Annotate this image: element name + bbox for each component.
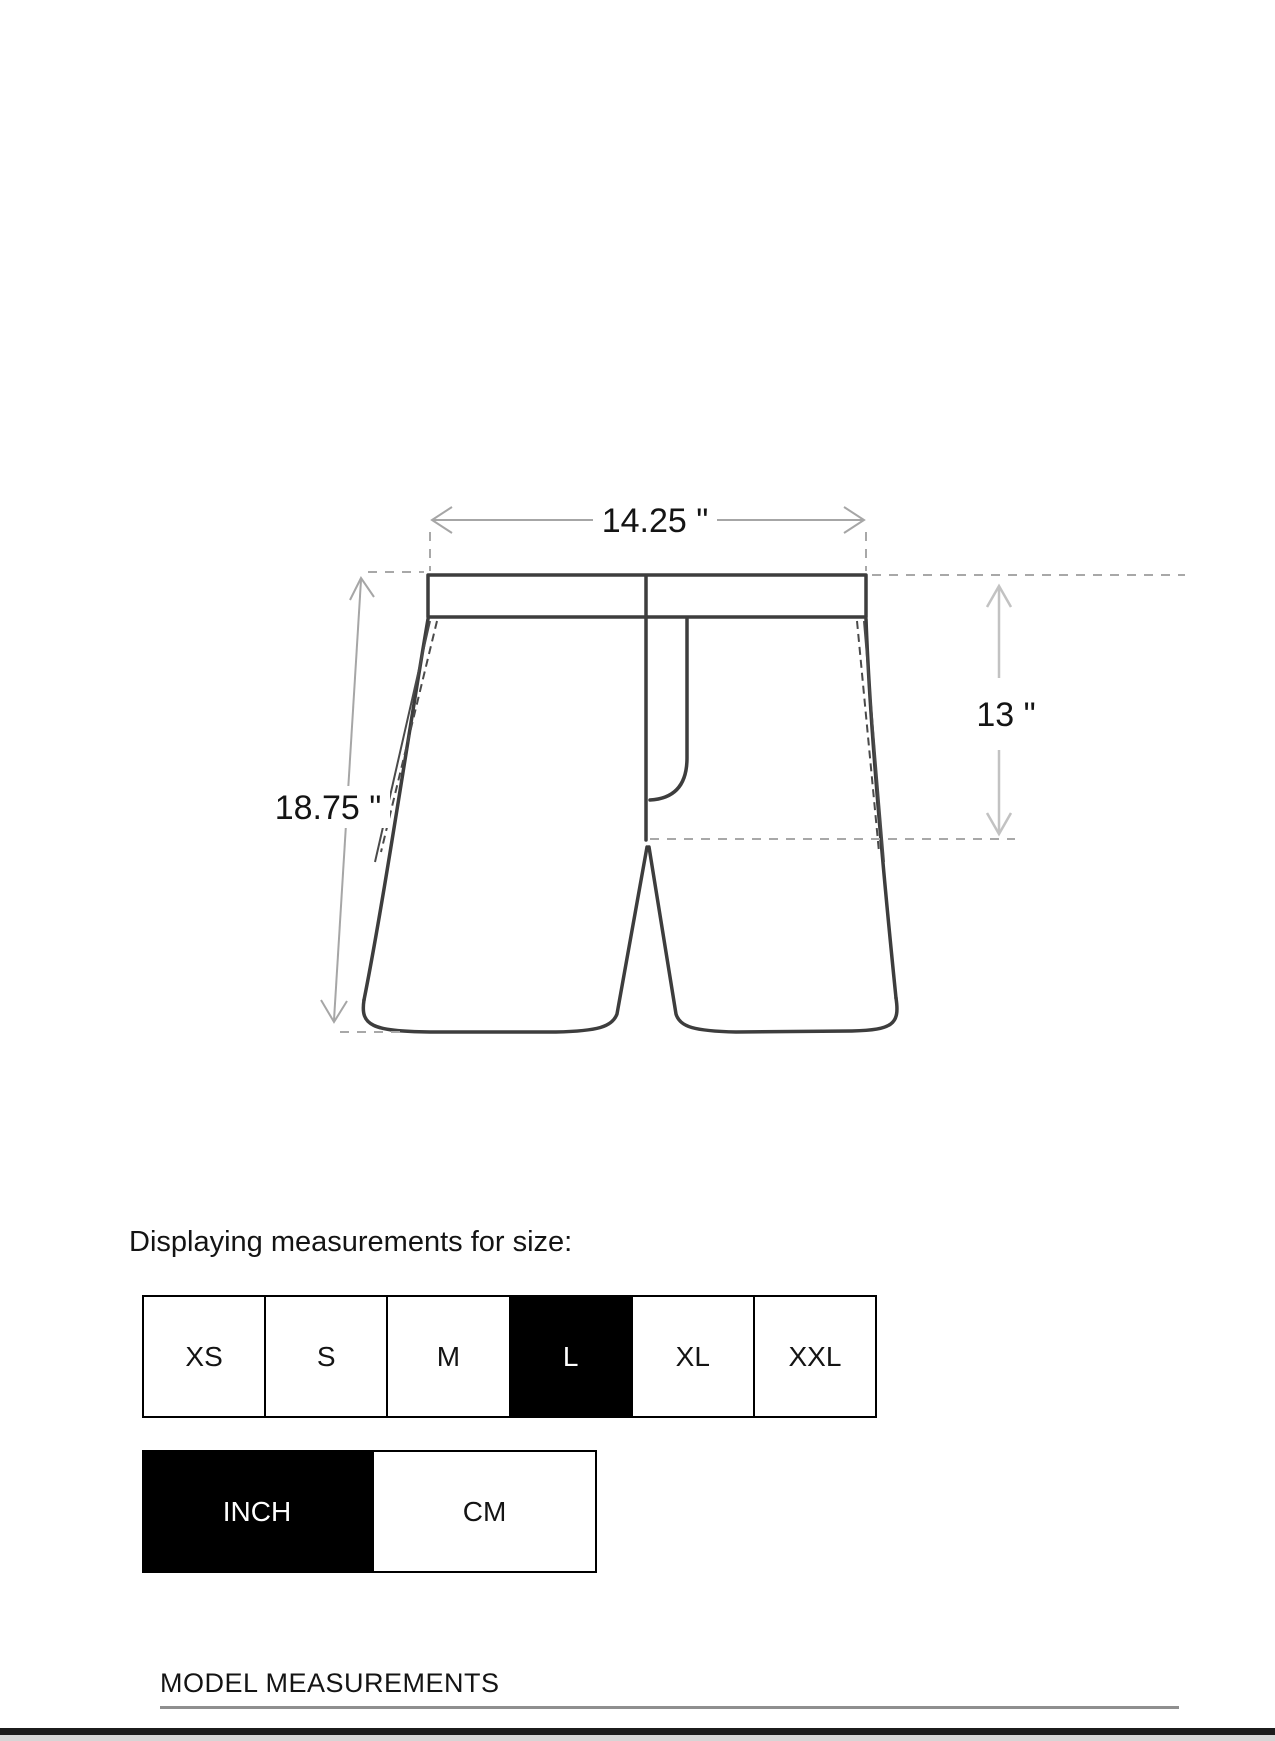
- unit-toggle: [142, 1450, 597, 1573]
- bottom-edge-strip: [0, 1735, 1275, 1741]
- size-option-xl[interactable]: XL: [631, 1295, 755, 1418]
- side-seam-details: [375, 621, 884, 862]
- height-measurement-label: 18.75 ": [274, 789, 382, 827]
- right-outer-seam: [866, 619, 896, 998]
- size-option-m[interactable]: M: [386, 1295, 510, 1418]
- heading-underline: [160, 1706, 1179, 1709]
- unit-option-inch[interactable]: INCH: [142, 1450, 372, 1573]
- size-option-xxl[interactable]: XXL: [753, 1295, 877, 1418]
- width-measurement-label: 14.25 ": [601, 502, 709, 540]
- size-prompt-label: Displaying measurements for size:: [129, 1226, 573, 1258]
- size-option-s[interactable]: S: [264, 1295, 388, 1418]
- inseam-measurement-label: 13 ": [976, 696, 1036, 734]
- bottom-divider-bar: [0, 1728, 1275, 1735]
- fly-stitch: [650, 619, 687, 800]
- shorts-outline: [363, 575, 897, 1032]
- unit-option-cm[interactable]: CM: [372, 1450, 597, 1573]
- size-option-l[interactable]: L: [509, 1295, 633, 1418]
- size-selector: [142, 1295, 877, 1418]
- right-hem: [649, 847, 897, 1032]
- size-option-xs[interactable]: XS: [142, 1295, 266, 1418]
- model-measurements-heading: MODEL MEASUREMENTS: [160, 1668, 500, 1698]
- left-hem: [363, 847, 647, 1032]
